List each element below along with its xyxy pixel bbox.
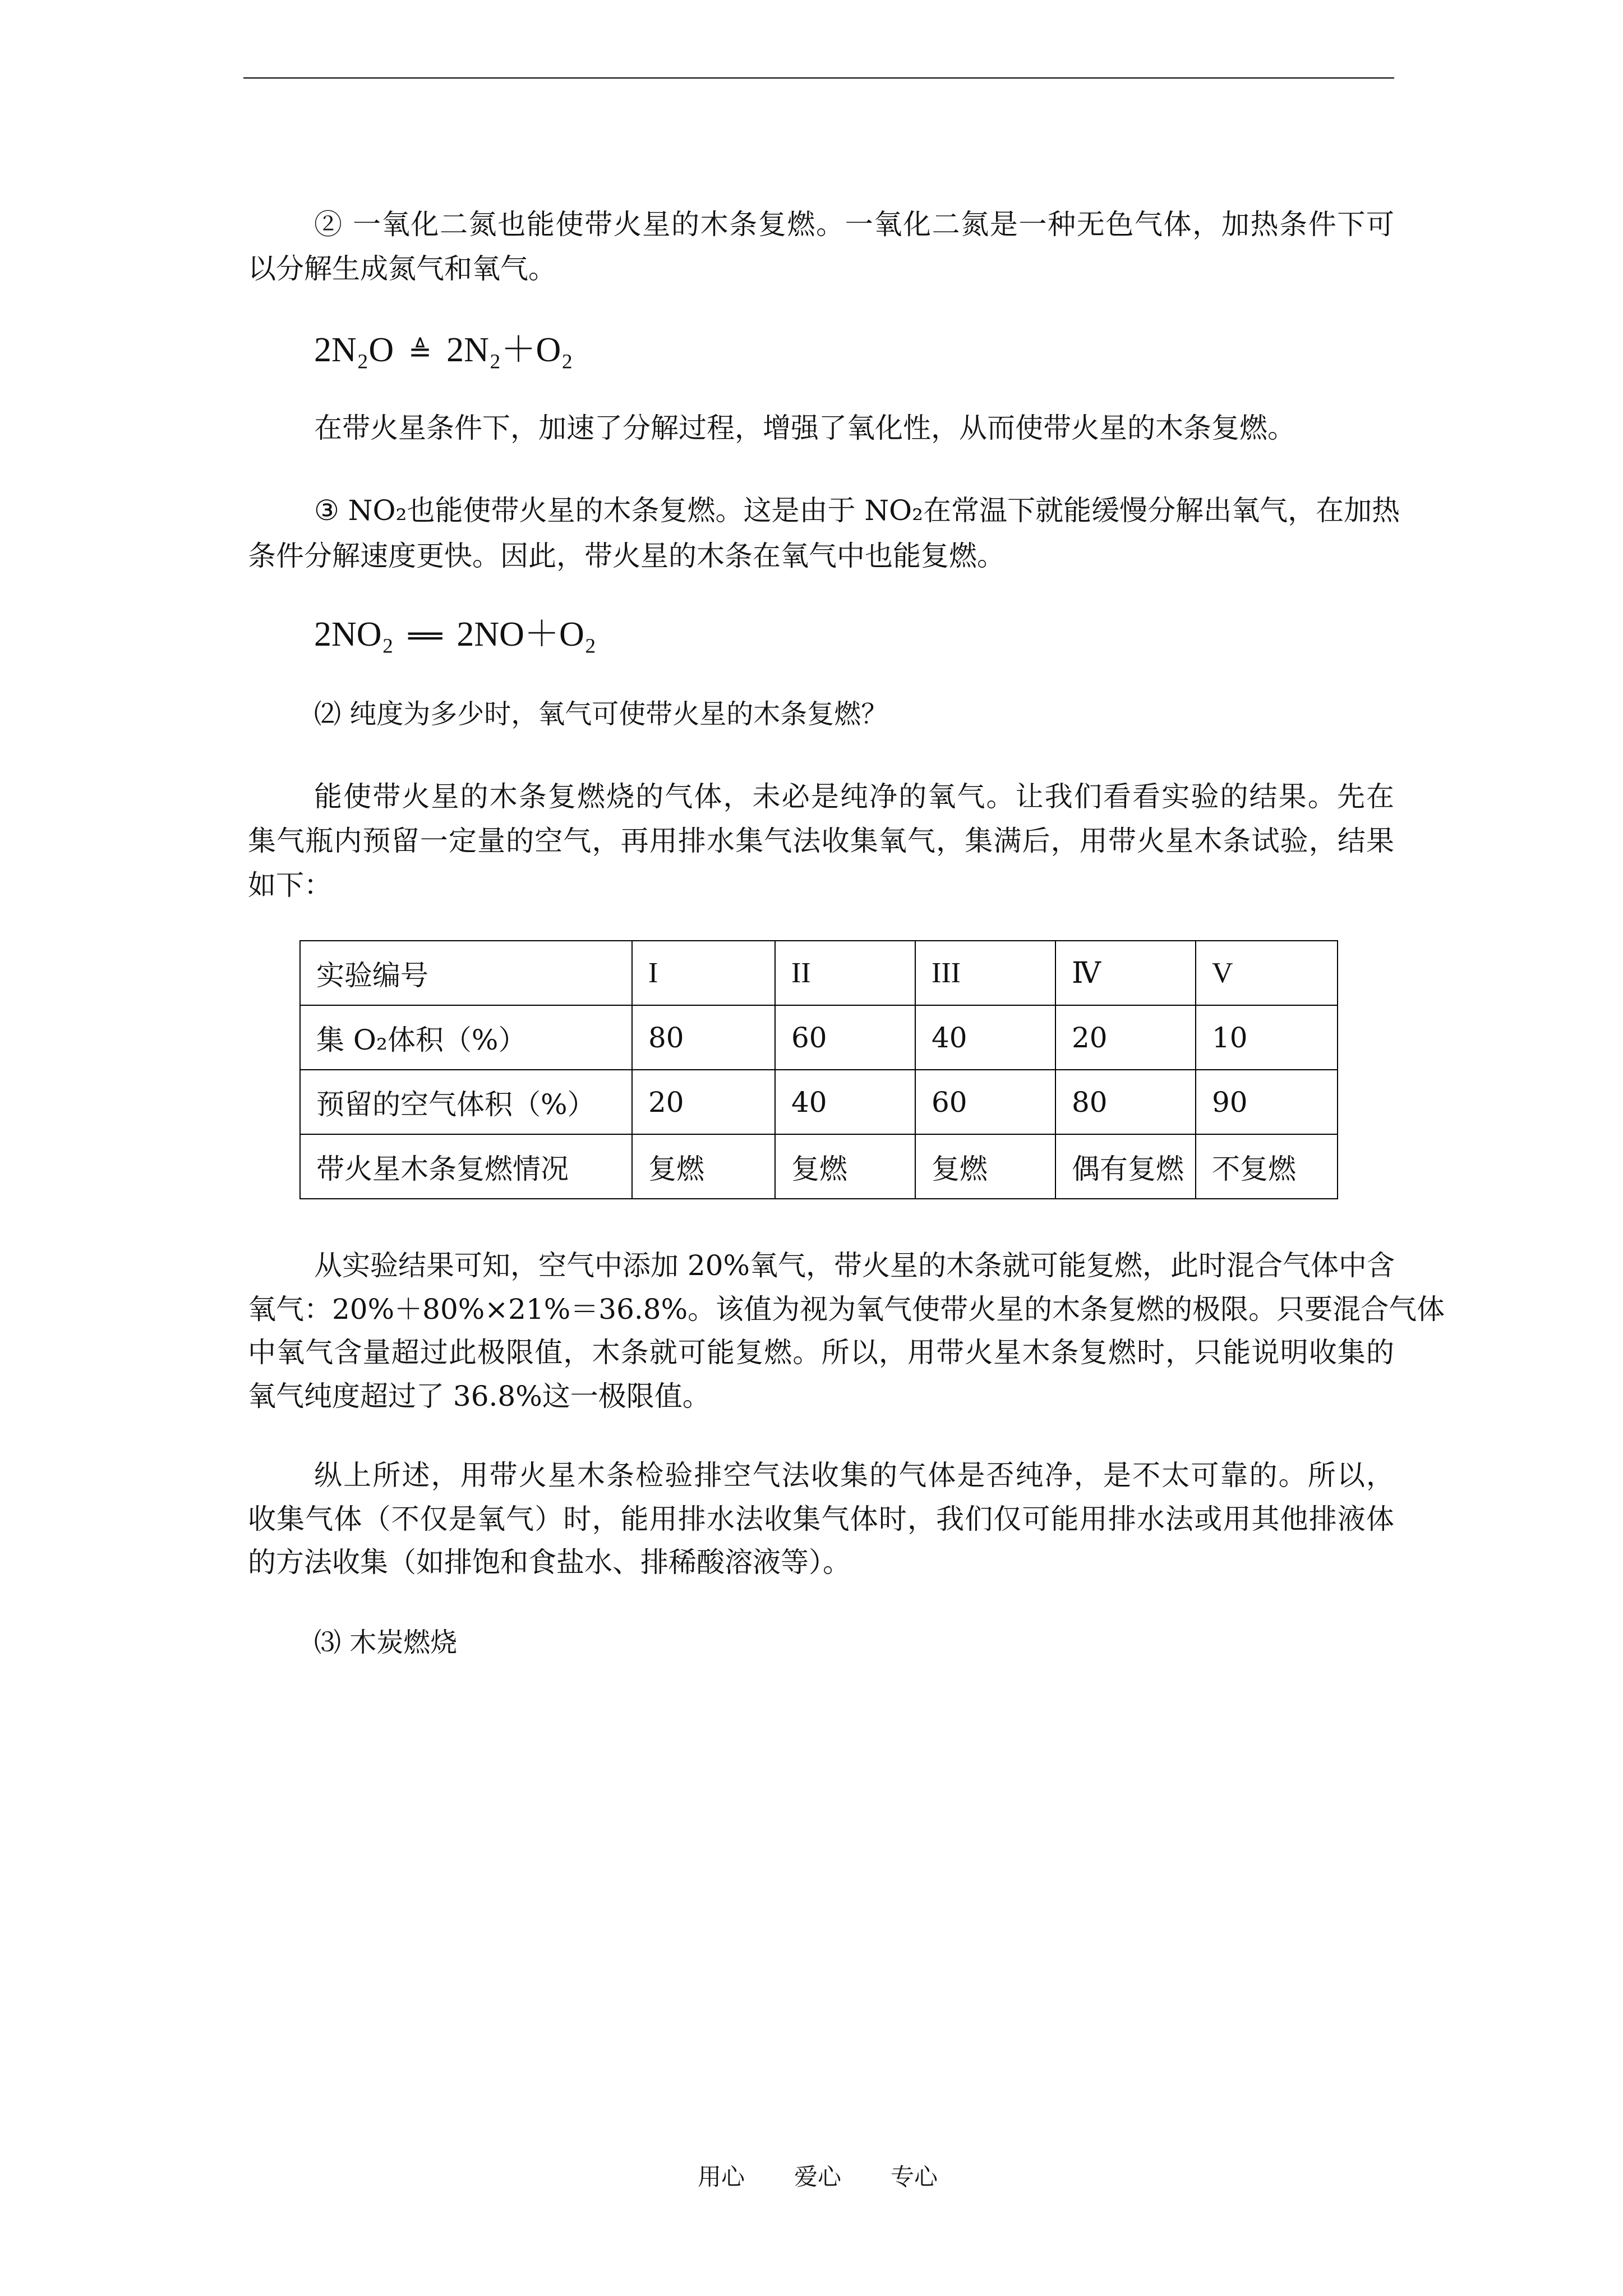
paragraph-6-line-1: 纵上所述，用带火星木条检验排空气法收集的气体是否纯净，是不太可靠的。所以，	[314, 1459, 1394, 1492]
footer-item: 专心	[891, 2163, 938, 2191]
table-cell: 80	[632, 1005, 775, 1070]
table-header-cell: Ⅳ	[1055, 941, 1196, 1005]
footer-item: 爱心	[794, 2163, 842, 2191]
paragraph-3-line-2: 条件分解速度更快。因此，带火星的木条在氧气中也能复燃。	[248, 540, 1005, 572]
table-header-cell: III	[915, 941, 1055, 1005]
table-cell: 60	[915, 1070, 1055, 1134]
experiment-table	[299, 940, 1338, 1199]
paragraph-6	[248, 1454, 1394, 1585]
table-header-cell: 实验编号	[300, 941, 632, 1005]
paragraph-2-line-1: 在带火星条件下，加速了分解过程，增强了氧化性，从而使带火星的木条复燃。	[314, 412, 1295, 444]
table-cell: 20	[1055, 1005, 1196, 1070]
table-header-row	[300, 941, 1338, 1005]
table-cell: 80	[1055, 1070, 1196, 1134]
table-cell: 复燃	[775, 1134, 915, 1199]
table-cell: 不复燃	[1196, 1134, 1338, 1199]
paragraph-4-line-1: 能使带火星的木条复燃烧的气体，未必是纯净的氧气。让我们看看实验的结果。先在	[314, 780, 1394, 813]
equation-2-rhs: 2NO＋O₂	[457, 615, 597, 654]
paragraph-6-line-2: 收集气体（不仅是氧气）时，能用排水法收集气体时，我们仅可能用排水法或用其他排液体	[248, 1502, 1394, 1535]
table-cell: 60	[775, 1005, 915, 1070]
equation-2-equals-sign: ══	[408, 620, 442, 652]
paragraph-1-line-1: ② 一氧化二氮也能使带火星的木条复燃。一氧化二氮是一种无色气体，加热条件下可	[314, 208, 1394, 241]
paragraph-1-line-2: 以分解生成氮气和氧气。	[248, 252, 556, 285]
footer-item: 用心	[698, 2163, 745, 2191]
paragraph-5-line-4: 氧气纯度超过了 36.8%这一极限值。	[248, 1379, 711, 1412]
paragraph-2	[248, 406, 1394, 450]
table-cell: 复燃	[632, 1134, 775, 1199]
table-header-cell: I	[632, 941, 775, 1005]
table-row	[300, 1134, 1338, 1199]
table-header-cell: V	[1196, 941, 1338, 1005]
paragraph-5-line-3: 中氧气含量超过此极限值，木条就可能复燃。所以，用带火星木条复燃时，只能说明收集的	[248, 1336, 1394, 1369]
table-cell: 40	[775, 1070, 915, 1134]
page-footer	[698, 2160, 938, 2194]
paragraph-1	[248, 203, 1394, 291]
table-cell: 偶有复燃	[1055, 1134, 1196, 1199]
equation-1-lhs: 2N₂O	[314, 331, 394, 369]
paragraph-5-line-1: 从实验结果可知，空气中添加 20%氧气，带火星的木条就可能复燃，此时混合气体中含	[314, 1249, 1395, 1282]
paragraph-4-line-3: 如下：	[248, 869, 332, 901]
paragraph-5	[248, 1244, 1445, 1418]
table-row	[300, 1070, 1338, 1134]
table-cell: 复燃	[915, 1134, 1055, 1199]
paragraph-4-line-2: 集气瓶内预留一定量的空气，再用排水集气法收集氧气，集满后，用带火星木条试验，结果	[248, 825, 1394, 857]
equation-2	[314, 612, 596, 657]
equation-1	[314, 328, 573, 372]
table-cell: 10	[1196, 1005, 1338, 1070]
table-cell: 90	[1196, 1070, 1338, 1134]
paragraph-4	[248, 775, 1394, 908]
table-row	[300, 1005, 1338, 1070]
table-header-cell: II	[775, 941, 915, 1005]
equation-1-rhs: 2N₂＋O₂	[446, 331, 573, 369]
table-cell: 20	[632, 1070, 775, 1134]
table-cell: 预留的空气体积（%）	[300, 1070, 632, 1134]
section-heading-3: ⑶ 木炭燃烧	[314, 1627, 458, 1658]
table-cell: 40	[915, 1005, 1055, 1070]
equation-2-lhs: 2NO₂	[314, 615, 394, 654]
table-cell: 集 O₂体积（%）	[300, 1005, 632, 1070]
paragraph-5-line-2: 氧气：20%＋80%×21%＝36.8%。该值为视为氧气使带火星的木条复燃的极限。只要混合气体	[248, 1292, 1445, 1326]
table-cell: 带火星木条复燃情况	[300, 1134, 632, 1199]
paragraph-3	[248, 488, 1400, 579]
page-header-rule	[243, 77, 1394, 79]
equation-1-heat-sign: ≜	[408, 335, 432, 368]
paragraph-6-line-3: 的方法收集（如排饱和食盐水、排稀酸溶液等）。	[248, 1546, 851, 1579]
paragraph-3-line-1: ③ NO₂也能使带火星的木条复燃。这是由于 NO₂在常温下就能缓慢分解出氧气，在加热	[314, 494, 1400, 527]
section-heading-2: ⑵ 纯度为多少时，氧气可使带火星的木条复燃？	[314, 698, 888, 730]
